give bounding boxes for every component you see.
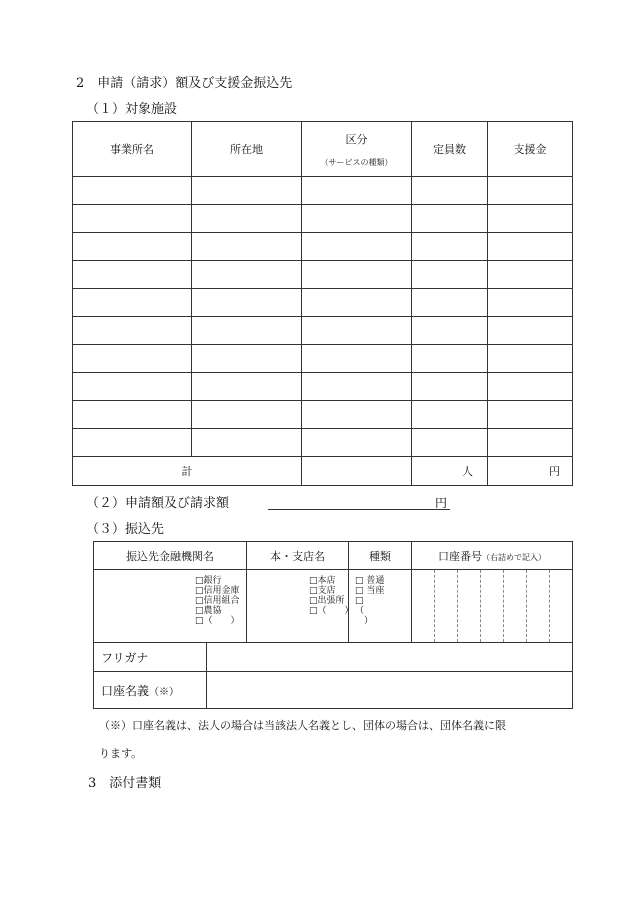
cell-capacity[interactable] [412,317,488,345]
option-nokyo[interactable]: □農協 [195,606,222,616]
cell-address[interactable] [192,233,302,261]
header-account-label: 口座番号 [438,549,482,563]
cell-address[interactable] [192,177,302,205]
header-type: 種類 [349,542,412,570]
cell-capacity[interactable] [412,233,488,261]
total-category [302,457,412,486]
branch-cell [247,570,354,643]
account-digit[interactable] [503,570,526,642]
cell-category[interactable] [302,261,412,289]
cell-category[interactable] [302,317,412,345]
cell-address[interactable] [192,205,302,233]
header-category-label: 区分 [345,132,368,146]
cell-category[interactable] [302,177,412,205]
table-row [73,205,573,233]
total-amount-unit[interactable]: 円 [488,457,573,486]
account-digit[interactable] [549,570,572,642]
option-type-paren-close: ） [355,616,374,626]
cell-capacity[interactable] [412,261,488,289]
cell-support[interactable] [488,345,573,373]
facility-table [72,121,573,486]
account-digit[interactable] [526,570,549,642]
option-shinkumi[interactable]: □信用組合 [195,596,240,606]
account-holder-text: 口座名義 [101,683,150,698]
option-current[interactable]: □ 当座 [355,586,385,596]
cell-category[interactable] [302,289,412,317]
cell-capacity[interactable] [412,401,488,429]
amount-yen-unit: 円 [434,496,447,510]
account-digit[interactable] [480,570,503,642]
table-row [73,177,573,205]
header-account [412,542,573,570]
total-label: 計 [73,457,302,486]
cell-capacity[interactable] [412,345,488,373]
cell-address[interactable] [192,429,302,457]
type-cell [349,570,412,643]
cell-support[interactable] [488,205,573,233]
header-branch: 本・支店名 [247,542,349,570]
cell-capacity[interactable] [412,289,488,317]
header-institution: 振込先金融機関名 [94,542,247,570]
cell-capacity[interactable] [412,205,488,233]
bank-table [93,541,573,709]
account-digit[interactable] [412,570,434,642]
option-head-office[interactable]: □本店 [309,576,336,586]
option-institution-other[interactable]: □（ ） [195,616,240,626]
cell-address[interactable] [192,261,302,289]
header-address: 所在地 [192,122,302,177]
note-line-2: ります。 [99,747,143,760]
account-holder-note: （※） [149,686,180,698]
table-row [73,373,573,401]
cell-name[interactable] [73,373,192,401]
cell-support[interactable] [488,317,573,345]
cell-support[interactable] [488,261,573,289]
cell-address[interactable] [192,345,302,373]
cell-name[interactable] [73,401,192,429]
cell-category[interactable] [302,429,412,457]
option-ordinary[interactable]: □ 普通 [355,576,385,586]
cell-support[interactable] [488,429,573,457]
institution-cell [94,570,247,643]
account-number-cell [412,570,573,643]
cell-name[interactable] [73,261,192,289]
note-line-1: （※）口座名義は、法人の場合は当該法人名義とし、団体の場合は、団体名義に限 [99,719,506,732]
table-row [73,429,573,457]
cell-name[interactable] [73,233,192,261]
cell-address[interactable] [192,401,302,429]
option-sub-branch[interactable]: □出張所 [309,596,345,606]
total-row [73,457,573,486]
header-capacity: 定員数 [412,122,488,177]
option-type-other[interactable]: □ [355,596,364,606]
subsection3-title: （３）振込先 [86,522,165,537]
cell-name[interactable] [73,317,192,345]
table-row [73,289,573,317]
cell-name[interactable] [73,205,192,233]
section3-title: 3 添付書類 [88,776,162,791]
cell-support[interactable] [488,373,573,401]
header-support: 支援金 [488,122,573,177]
option-branch[interactable]: □支店 [309,586,336,596]
section2-title: 2 申請（請求）額及び支援金振込先 [76,76,293,91]
account-holder-label [94,672,207,709]
option-type-paren-open: （ [355,606,365,616]
table-row [73,345,573,373]
cell-address[interactable] [192,289,302,317]
cell-address[interactable] [192,373,302,401]
cell-capacity[interactable] [412,373,488,401]
cell-category[interactable] [302,233,412,261]
table-row [73,261,573,289]
furigana-label: フリガナ [94,643,207,672]
subsection1-title: （１）対象施設 [86,102,178,117]
table-row [73,317,573,345]
requested-amount-field[interactable] [268,494,450,510]
cell-support[interactable] [488,233,573,261]
cell-name[interactable] [73,345,192,373]
header-account-note: （右詰めで記入） [482,552,546,562]
option-branch-other[interactable]: □（ ） [309,606,354,616]
cell-category[interactable] [302,373,412,401]
header-category [302,122,412,177]
table-row [73,233,573,261]
cell-support[interactable] [488,177,573,205]
cell-capacity[interactable] [412,429,488,457]
option-bank[interactable]: □銀行 [195,576,222,586]
total-capacity-unit[interactable]: 人 [412,457,488,486]
cell-support[interactable] [488,289,573,317]
cell-name[interactable] [73,289,192,317]
cell-name[interactable] [73,177,192,205]
header-category-note: （サービスの種類） [320,157,393,167]
furigana-field[interactable] [207,643,573,672]
cell-capacity[interactable] [412,177,488,205]
header-facility-name: 事業所名 [73,122,192,177]
account-digit[interactable] [457,570,480,642]
cell-category[interactable] [302,401,412,429]
cell-address[interactable] [192,317,302,345]
table-row [73,401,573,429]
cell-category[interactable] [302,205,412,233]
option-shinkin[interactable]: □信用金庫 [195,586,240,596]
subsection2-title: （２）申請額及び請求額 [86,496,230,511]
cell-name[interactable] [73,429,192,457]
cell-support[interactable] [488,401,573,429]
account-holder-field[interactable] [207,672,573,709]
cell-category[interactable] [302,345,412,373]
account-digit[interactable] [434,570,457,642]
